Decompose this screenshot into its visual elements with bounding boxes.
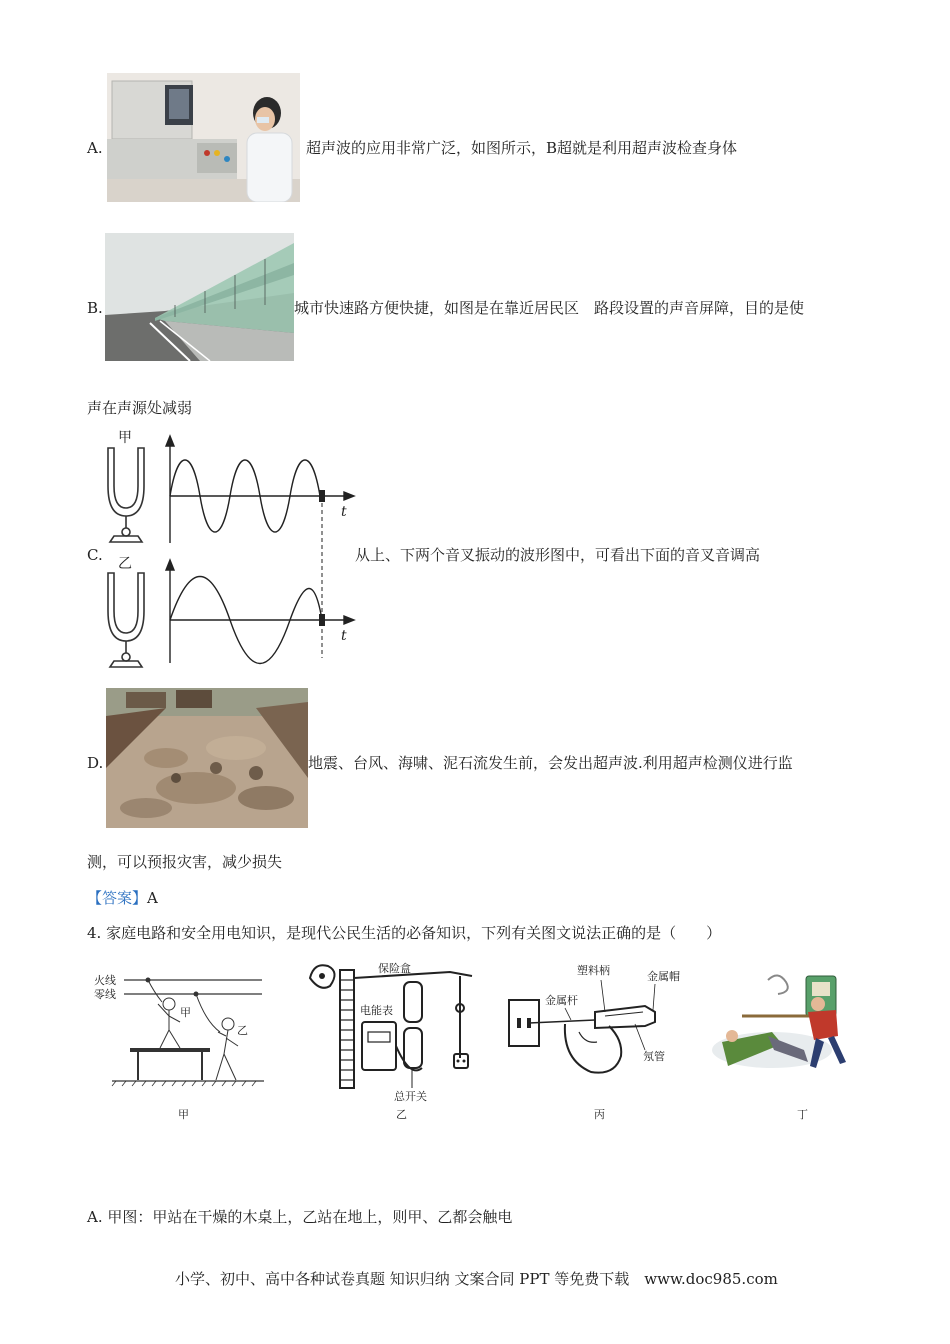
footer-text: 小学、初中、高中各种试卷真题 知识归纳 文案合同 PPT 等免费下载 www.doc985.com — [175, 1270, 778, 1288]
main-switch-label: 总开关 — [394, 1090, 427, 1103]
figure-yi-caption: 乙 — [396, 1108, 407, 1121]
answer-value: A — [147, 889, 158, 907]
question-4-stem: 4. 家庭电路和安全用电知识，是现代公民生活的必备知识，下列有关图文说法正确的是（ ） — [87, 924, 722, 942]
fork-bottom-label: 乙 — [118, 556, 132, 572]
answer-label: 【答案】 — [87, 889, 148, 907]
tuning-fork-bottom-icon — [108, 573, 144, 667]
figure-bing-caption: 丙 — [594, 1108, 605, 1121]
figure-ding-rescue-scene — [712, 970, 862, 1090]
figure-yi-meter-box — [300, 958, 480, 1103]
live-wire-label: 火线 — [94, 974, 116, 987]
neutral-wire-label: 零线 — [94, 988, 116, 1001]
axis-t-bottom: t — [341, 628, 347, 644]
fork-top-label: 甲 — [118, 430, 132, 446]
plastic-handle-label: 塑料柄 — [577, 964, 610, 977]
figure-jia-wires — [92, 962, 267, 1087]
tuning-fork-waveform-diagram — [100, 428, 360, 673]
option-b-letter: B. — [87, 299, 103, 317]
figure-ding-caption: 丁 — [797, 1108, 808, 1121]
metal-cap-label: 金属帽 — [647, 970, 680, 983]
fuse-box-label: 保险盒 — [378, 962, 411, 975]
figure-bing-test-pen — [505, 960, 695, 1085]
option-a-text: 超声波的应用非常广泛，如图所示，B超就是利用超声波检查身体 — [306, 139, 738, 157]
option-d-letter: D. — [87, 754, 104, 772]
option-a-letter: A. — [87, 139, 103, 157]
answer-line — [87, 888, 158, 908]
axis-t-top: t — [341, 504, 347, 520]
sound-barrier-photo — [105, 233, 294, 361]
person-yi-label: 乙 — [237, 1024, 248, 1037]
option-d-text: 地震、台风、海啸、泥石流发生前，会发出超声波.利用超声检测仪进行监 — [308, 754, 793, 772]
ultrasound-photo — [107, 73, 300, 202]
question-4-option-a: A. 甲图：甲站在干燥的木桌上，乙站在地上，则甲、乙都会触电 — [87, 1208, 513, 1226]
mudslide-photo — [106, 688, 308, 828]
meter-label: 电能表 — [360, 1004, 393, 1017]
option-b-text: 城市快速路方便快捷，如图是在靠近居民区 路段设置的声音屏障，目的是使 — [294, 299, 805, 317]
tuning-fork-top-icon — [108, 448, 144, 542]
option-d-continuation: 测，可以预报灾害，减少损失 — [87, 853, 283, 871]
metal-rod-label: 金属杆 — [545, 994, 578, 1007]
person-jia-label: 甲 — [180, 1006, 191, 1019]
option-b-continuation: 声在声源处减弱 — [87, 399, 193, 417]
option-c-letter: C. — [87, 546, 103, 564]
option-c-text: 从上、下两个音叉振动的波形图中，可看出下面的音叉音调高 — [355, 546, 761, 564]
neon-tube-label: 氖管 — [643, 1050, 665, 1063]
figure-jia-caption: 甲 — [178, 1108, 189, 1121]
